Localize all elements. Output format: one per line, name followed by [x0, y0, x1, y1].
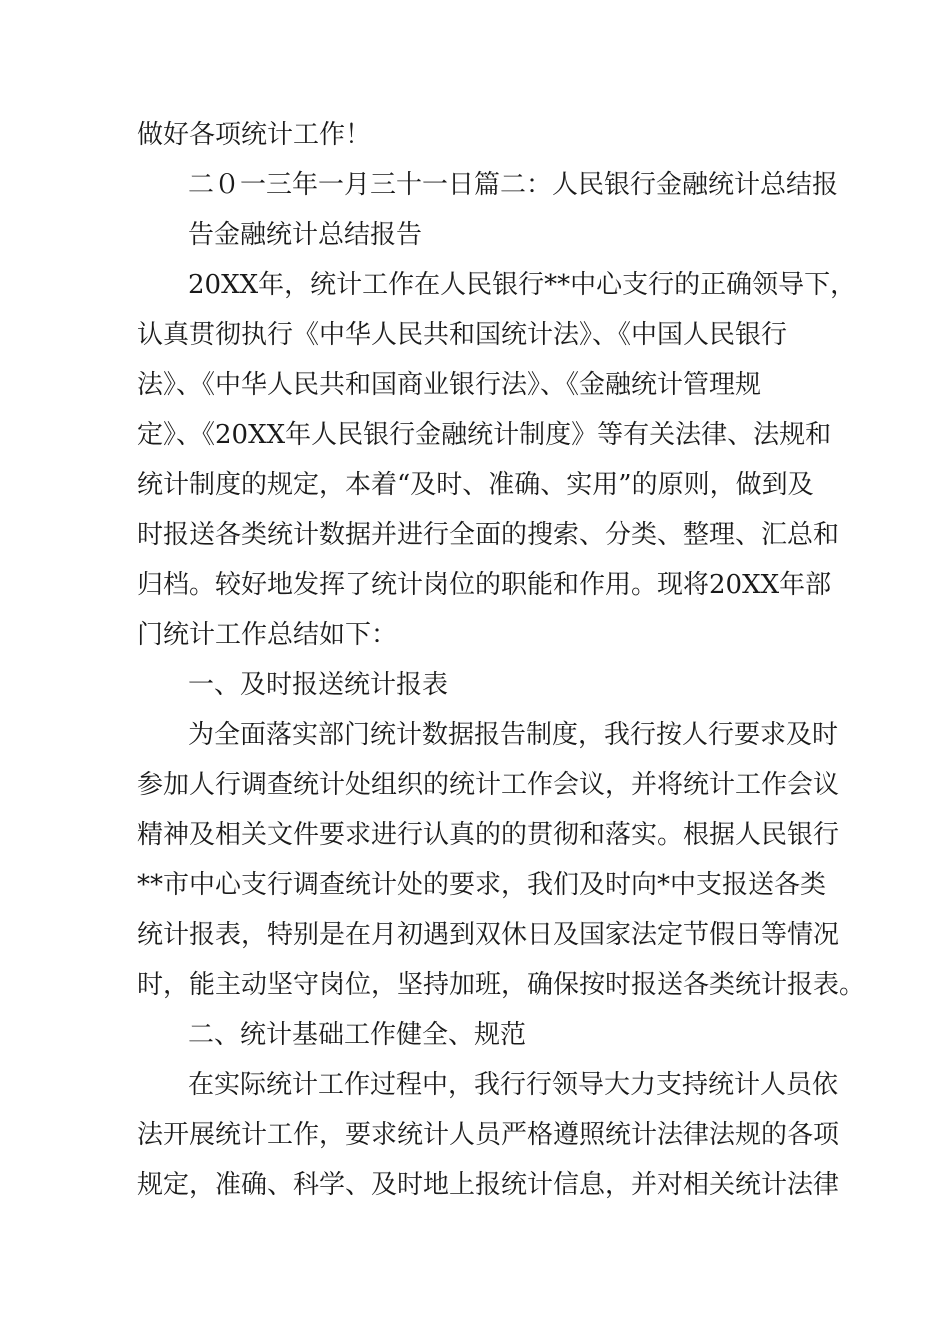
text-line: 统计报表，特别是在月初遇到双休日及国家法定节假日等情况 — [137, 920, 840, 950]
text-line: 归档。较好地发挥了统计岗位的职能和作用。现将20XX年部 — [137, 570, 832, 600]
text-line: 规定，准确、科学、及时地上报统计信息，并对相关统计法律 — [137, 1170, 840, 1200]
text-line: 为全面落实部门统计数据报告制度，我行按人行要求及时 — [188, 720, 839, 750]
text-line: **市中心支行调查统计处的要求，我们及时向*中支报送各类 — [137, 870, 827, 900]
text-line: 法开展统计工作，要求统计人员严格遵照统计法律法规的各项 — [137, 1120, 840, 1150]
text-line: 认真贯彻执行《中华人民共和国统计法》、《中国人民银行 — [137, 320, 788, 350]
text-line: 精神及相关文件要求进行认真的的贯彻和落实。根据人民银行 — [137, 820, 840, 850]
text-line: 告金融统计总结报告 — [188, 220, 423, 250]
text-line: 参加人行调查统计处组织的统计工作会议，并将统计工作会议 — [137, 770, 840, 800]
text-line: 统计制度的规定，本着“及时、准确、实用”的原则，做到及 — [137, 470, 814, 500]
text-line: 时，能主动坚守岗位，坚持加班，确保按时报送各类统计报表。 — [137, 970, 866, 1000]
text-line: 二０一三年一月三十一日篇二：人民银行金融统计总结报 — [188, 170, 839, 200]
section-heading: 二、统计基础工作健全、规范 — [188, 1020, 527, 1050]
text-line: 法》、《中华人民共和国商业银行法》、《金融统计管理规 — [137, 370, 762, 400]
text-line: 20XX年，统计工作在人民银行**中心支行的正确领导下， — [188, 270, 857, 300]
text-line: 做好各项统计工作！ — [137, 120, 372, 150]
text-line: 在实际统计工作过程中，我行行领导大力支持统计人员依 — [188, 1070, 839, 1100]
text-line: 时报送各类统计数据并进行全面的搜索、分类、整理、汇总和 — [137, 520, 840, 550]
section-heading: 一、及时报送统计报表 — [188, 670, 449, 700]
text-line: 定》、《20XX年人民银行金融统计制度》等有关法律、法规和 — [137, 420, 832, 450]
text-line: 门统计工作总结如下： — [137, 620, 398, 650]
